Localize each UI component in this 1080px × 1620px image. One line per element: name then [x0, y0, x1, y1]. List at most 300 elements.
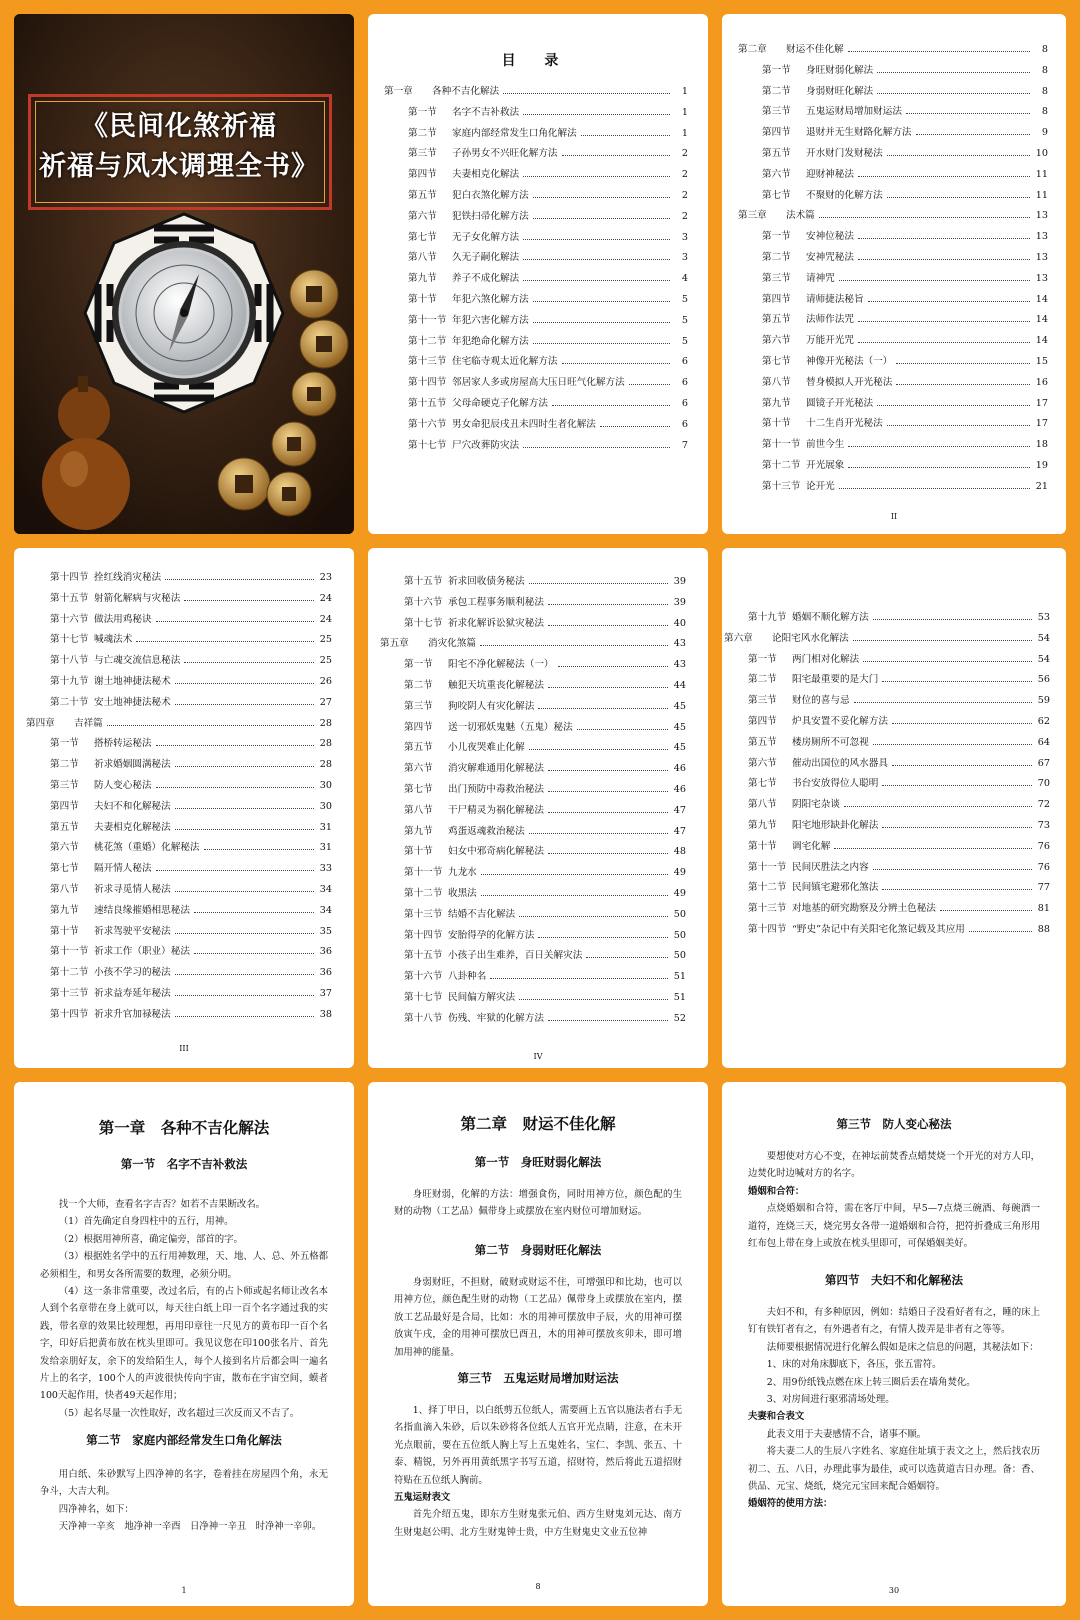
toc-entry-number: 第二节	[762, 85, 791, 97]
toc-section-row	[380, 884, 686, 905]
toc-entry-title: 替身模拟人开光秘法	[806, 376, 893, 388]
toc-entry-number: 第二节	[50, 759, 79, 771]
toc-entry-page: 17	[1035, 418, 1048, 430]
toc-entry-number: 第四节	[762, 127, 791, 139]
toc-leader-dots	[858, 251, 1030, 260]
toc-entry-title: 犯铁扫帚化解方法	[452, 210, 529, 222]
toc-entry-page: 76	[1037, 840, 1050, 852]
toc-section-row	[724, 670, 1050, 691]
toc-entry-number: 第一节	[748, 653, 777, 665]
toc-leader-dots	[896, 376, 1030, 385]
toc-entry-number: 第十四节	[748, 923, 787, 935]
toc-entry-page: 1	[681, 127, 688, 139]
toc-entry-title: 妇女中邪奇病化解秘法	[448, 846, 544, 858]
toc-entry-page: 14	[1035, 293, 1048, 305]
toc-leader-dots	[204, 841, 314, 850]
toc-page-5	[722, 548, 1066, 1068]
toc-page-2	[722, 14, 1066, 534]
toc-entry-number: 第三节	[50, 779, 79, 791]
toc-leader-dots	[156, 862, 314, 871]
toc-entry-number: 第六节	[408, 210, 437, 222]
section-heading: 第一节 名字不吉补救法	[120, 1157, 248, 1171]
toc-leader-dots	[896, 355, 1030, 364]
toc-list	[368, 50, 708, 456]
toc-entry-number: 第六节	[748, 757, 777, 769]
toc-entry-title: 搭桥转运秘法	[94, 738, 152, 750]
section-body	[394, 1402, 682, 1541]
toc-section-row	[380, 1009, 686, 1030]
toc-section-row	[738, 290, 1048, 311]
toc-leader-dots	[839, 480, 1030, 489]
toc-leader-dots	[184, 592, 314, 601]
toc-leader-dots	[533, 314, 670, 323]
toc-entry-number: 第三节	[408, 148, 437, 160]
toc-section-row	[738, 123, 1048, 144]
toc-leader-dots	[156, 737, 314, 746]
toc-list	[722, 40, 1066, 498]
toc-section-row	[738, 165, 1048, 186]
toc-entry-number: 第十节	[762, 418, 791, 430]
toc-entry-number: 第一节	[50, 738, 79, 750]
toc-section-row	[26, 693, 332, 714]
toc-section-row	[26, 901, 332, 922]
cover-illustration	[14, 14, 354, 534]
toc-entry-title: 两门相对化解法	[792, 653, 860, 665]
toc-entry-title: 神像开光秘法（一）	[806, 355, 893, 367]
toc-leader-dots	[175, 758, 314, 767]
toc-section-row	[384, 269, 688, 290]
cover-title-line-2: 祈福与风水调理全书》	[39, 151, 319, 182]
toc-entry-page: 30	[319, 800, 332, 812]
toc-section-row	[26, 630, 332, 651]
toc-section-row	[26, 589, 332, 610]
toc-entry-title: 防人变心秘法	[94, 779, 152, 791]
toc-entry-number: 第四章	[26, 717, 55, 729]
toc-list	[722, 608, 1066, 941]
toc-entry-number: 第二节	[404, 679, 433, 691]
list-item: 1、床的对角床脚底下，各压，张五雷符。	[766, 1359, 942, 1371]
toc-entry-page: 25	[319, 634, 332, 646]
paragraph: 1、择丁甲日，以白纸剪五位纸人，需要画上五官以施法者右手无名指血滴入朱砂，后以朱砂将各位纸人五官开光点睛，注意，在未开光点眼前，要在五位纸人胸上写上五鬼姓名，宝仁、李凯、张五、十泰、精锐，另外再用黄纸黑字书写五道，招财符，然后将此五道招财符贴在五位纸人胸前。	[394, 1405, 682, 1486]
toc-section-row	[26, 672, 332, 693]
toc-entry-page: 31	[319, 821, 332, 833]
toc-section-row	[738, 414, 1048, 435]
toc-entry-page: 47	[673, 804, 686, 816]
toc-entry-page: 23	[319, 572, 332, 583]
toc-section-row	[384, 332, 688, 353]
toc-section-row	[26, 963, 332, 984]
toc-section-row	[26, 734, 332, 755]
toc-entry-page: 36	[319, 967, 332, 979]
toc-entry-page: 24	[319, 613, 332, 625]
toc-section-row	[380, 967, 686, 988]
toc-entry-number: 第十六节	[50, 613, 89, 625]
page-number: 30	[888, 1586, 900, 1595]
toc-entry-number: 第十四节	[50, 572, 89, 583]
toc-leader-dots	[873, 611, 1032, 620]
paragraph: 将夫妻二人的生辰八字姓名、家庭住址填于表文之上，然后找农历初二、五、八日，办理此事为最佳，或可以选黄道吉日办理。备：香、供品、元宝、烧纸，烧完元宝回来配合婚姻符。	[748, 1446, 1040, 1493]
toc-entry-title: 阳宅最重要的是大门	[792, 674, 879, 686]
toc-entry-number: 第二章	[738, 44, 767, 55]
toc-entry-title: 财运不佳化解	[786, 44, 844, 55]
toc-entry-number: 第六节	[762, 335, 791, 347]
toc-entry-page: 64	[1037, 736, 1050, 748]
toc-leader-dots	[839, 272, 1030, 281]
toc-entry-page: 50	[673, 908, 686, 920]
paragraph: 天净神一辛亥 地净神一辛酉 日净神一辛丑 时净神一辛卯。	[58, 1521, 322, 1533]
toc-entry-title: 子孙男女不兴旺化解方法	[452, 148, 558, 160]
toc-section-row	[724, 858, 1050, 879]
toc-section-row	[380, 863, 686, 884]
toc-entry-title: 炉具安置不妥化解方法	[792, 715, 888, 727]
toc-entry-number: 第十二节	[404, 887, 443, 899]
toc-section-row	[26, 818, 332, 839]
toc-entry-title: 开光展象	[806, 459, 845, 471]
toc-entry-page: 76	[1037, 861, 1050, 873]
toc-entry-title: 鸡蛋返魂救治秘法	[448, 825, 525, 837]
toc-leader-dots	[529, 575, 668, 584]
toc-leader-dots	[523, 251, 670, 260]
toc-entry-page: 11	[1035, 189, 1048, 201]
toc-section-row	[26, 568, 332, 589]
paragraph: 找一个大师，查看名字吉否？如若不吉果断改名。	[58, 1199, 266, 1210]
toc-entry-title: 财位的喜与忌	[792, 695, 850, 707]
paragraph: 用白纸、朱砂默写上四净神的名字，卷着挂在房屋四个角，永无争斗，大吉大利。	[40, 1469, 328, 1498]
toc-entry-page: 50	[673, 950, 686, 962]
toc-entry-number: 第十一节	[404, 867, 443, 879]
toc-leader-dots	[548, 845, 668, 854]
toc-leader-dots	[873, 736, 1032, 745]
toc-entry-page: 51	[673, 991, 686, 1003]
toc-entry-page: 13	[1035, 251, 1048, 263]
toc-title: 目 录	[501, 53, 571, 69]
toc-leader-dots	[523, 168, 670, 177]
toc-entry-number: 第一节	[408, 106, 437, 118]
toc-entry-number: 第十二节	[50, 967, 89, 979]
toc-entry-number: 第十三节	[404, 908, 443, 920]
toc-entry-title: 名字不吉补救法	[452, 106, 520, 118]
toc-entry-number: 第十七节	[404, 991, 443, 1003]
toc-section-row	[380, 697, 686, 718]
toc-entry-number: 第十八节	[50, 655, 89, 667]
toc-entry-number: 第十一节	[50, 946, 89, 958]
toc-leader-dots	[194, 904, 314, 913]
toc-entry-page: 13	[1035, 231, 1048, 243]
toc-leader-dots	[519, 908, 668, 917]
toc-entry-number: 第九节	[404, 825, 433, 837]
toc-section-row	[738, 82, 1048, 103]
section-body	[40, 1196, 328, 1422]
toc-section-row	[384, 394, 688, 415]
toc-entry-title: 开水财门发财秘法	[806, 147, 883, 159]
toc-section-row	[380, 655, 686, 676]
toc-leader-dots	[854, 694, 1032, 703]
toc-entry-title: 不聚财的化解方法	[806, 189, 883, 201]
toc-entry-number: 第四节	[762, 293, 791, 305]
toc-entry-page: 49	[673, 867, 686, 879]
toc-entry-number: 第五章	[380, 638, 409, 650]
toc-entry-title: 家庭内部经常发生口角化解法	[452, 127, 577, 139]
toc-entry-title: 久无子嗣化解法	[452, 252, 520, 264]
toc-entry-title: 民间厌胜法之内容	[792, 861, 869, 873]
toc-entry-page: 5	[681, 335, 688, 347]
toc-entry-number: 第三章	[738, 210, 767, 222]
toc-leader-dots	[577, 721, 668, 730]
toc-entry-number: 第一节	[762, 231, 791, 243]
toc-leader-dots	[523, 106, 670, 115]
content-page-1	[14, 1082, 354, 1606]
toc-entry-title: 祈求升官加禄秘法	[94, 1008, 171, 1020]
toc-section-row	[724, 816, 1050, 837]
toc-leader-dots	[858, 334, 1030, 343]
toc-entry-page: 2	[681, 189, 688, 201]
toc-entry-number: 第十七节	[50, 634, 89, 646]
toc-entry-title: 吉祥篇	[74, 717, 103, 729]
toc-entry-title: 夫妻相克化解秘法	[94, 821, 171, 833]
toc-entry-number: 第十三节	[50, 987, 89, 999]
toc-leader-dots	[882, 881, 1032, 890]
toc-entry-page: 6	[681, 356, 688, 368]
toc-entry-number: 第一章	[384, 86, 413, 97]
toc-entry-page: 1	[681, 106, 688, 118]
toc-entry-page: 13	[1035, 210, 1048, 222]
toc-section-row	[384, 165, 688, 186]
toc-entry-title: 调宅化解	[792, 840, 831, 852]
toc-entry-number: 第六节	[404, 763, 433, 775]
toc-entry-number: 第六节	[50, 842, 79, 854]
section-body	[394, 1274, 682, 1361]
toc-entry-number: 第九节	[762, 397, 791, 409]
toc-section-row	[380, 759, 686, 780]
toc-entry-title: 年犯六煞化解方法	[452, 293, 529, 305]
toc-entry-title: 小儿夜哭难止化解	[448, 742, 525, 754]
toc-list	[14, 568, 354, 1026]
toc-leader-dots	[600, 418, 670, 427]
toc-entry-title: 安神位秘法	[806, 231, 854, 243]
toc-leader-dots	[480, 637, 668, 646]
toc-section-row	[384, 103, 688, 124]
section-heading: 第二节 家庭内部经常发生口角化解法	[86, 1433, 282, 1447]
toc-section-row	[724, 650, 1050, 671]
toc-section-row	[724, 920, 1050, 941]
toc-entry-title: 身弱财旺化解法	[806, 85, 874, 97]
toc-entry-page: 5	[681, 293, 688, 305]
toc-entry-title: 阳宅地形缺卦化解法	[792, 819, 879, 831]
toc-chapter-row	[384, 82, 688, 103]
toc-entry-title: 十二生肖开光秘法	[806, 418, 883, 430]
toc-section-row	[738, 102, 1048, 123]
toc-leader-dots	[877, 397, 1030, 406]
toc-leader-dots	[877, 64, 1030, 73]
toc-leader-dots	[882, 673, 1032, 682]
toc-entry-title: 安土地神捷法秘术	[94, 696, 171, 708]
toc-entry-number: 第七节	[50, 863, 79, 875]
toc-section-row	[724, 774, 1050, 795]
toc-entry-title: 祈求寻觅情人秘法	[94, 883, 171, 895]
toc-entry-title: 前世今生	[806, 439, 845, 451]
toc-entry-title: 论阳宅风水化解法	[772, 632, 849, 644]
toc-entry-title: 犯白衣煞化解方法	[452, 189, 529, 201]
toc-section-row	[738, 352, 1048, 373]
toc-entry-title: 父母命硬克子化解方法	[452, 397, 548, 409]
toc-entry-page: 2	[681, 210, 688, 222]
toc-leader-dots	[481, 887, 668, 896]
toc-entry-title: 退财并无生财路化解方法	[806, 127, 912, 139]
toc-entry-page: 14	[1035, 314, 1048, 326]
toc-section-row	[380, 988, 686, 1009]
toc-entry-page: 39	[673, 576, 686, 587]
toc-entry-title: 小孩子出生难养，百日关解灾法	[448, 950, 583, 962]
toc-entry-title: 年犯六害化解方法	[452, 314, 529, 326]
toc-entry-page: 2	[681, 148, 688, 160]
toc-page-4	[368, 548, 708, 1068]
toc-entry-title: 结婚不吉化解法	[448, 908, 516, 920]
toc-leader-dots	[165, 571, 314, 580]
toc-entry-number: 第十四节	[404, 929, 443, 941]
toc-leader-dots	[887, 417, 1030, 426]
toc-section-row	[26, 1005, 332, 1026]
toc-entry-number: 第十三节	[408, 356, 447, 368]
toc-leader-dots	[844, 798, 1032, 807]
paragraph: 点烧婚姻和合符，需在客厅中间，早5—7点烧三碗酒、每碗酒一道符，连烧三天，烧完男女各带一道婚姻和合符，把符折叠成三角形用红布包上带在身上或放在枕头里即可，可保婚姻美好。	[748, 1203, 1040, 1250]
toc-section-row	[384, 248, 688, 269]
toc-leader-dots	[834, 840, 1032, 849]
toc-entry-number: 第十五节	[404, 950, 443, 962]
toc-section-row	[26, 838, 332, 859]
toc-section-row	[738, 373, 1048, 394]
toc-entry-page: 59	[1037, 695, 1050, 707]
toc-section-row	[26, 755, 332, 776]
toc-entry-title: 阴阳宅杂谈	[792, 799, 840, 811]
subheading: 婚姻符的使用方法：	[748, 1498, 833, 1510]
toc-entry-title: 干尸精灵为祸化解秘法	[448, 804, 544, 816]
toc-entry-title: 阳宅不净化解秘法（一）	[448, 659, 554, 671]
toc-entry-page: 52	[673, 1012, 686, 1024]
toc-entry-page: 35	[319, 925, 332, 937]
toc-entry-page: 13	[1035, 272, 1048, 284]
toc-entry-number: 第十九节	[748, 612, 787, 623]
toc-section-row	[26, 797, 332, 818]
toc-entry-number: 第十七节	[408, 439, 447, 451]
compass-icon	[120, 249, 248, 377]
toc-entry-title: 无子女化解方法	[452, 231, 520, 243]
toc-entry-number: 第二节	[748, 674, 777, 686]
section-heading: 第三节 防人变心秘法	[836, 1117, 952, 1131]
toc-leader-dots	[175, 800, 314, 809]
toc-entry-number: 第四节	[404, 721, 433, 733]
toc-leader-dots	[175, 1008, 314, 1017]
toc-entry-title: 与亡魂交流信息秘法	[94, 655, 181, 667]
toc-entry-page: 17	[1035, 397, 1048, 409]
toc-leader-dots	[175, 675, 314, 684]
toc-entry-number: 第八节	[408, 252, 437, 264]
toc-entry-number: 第三节	[748, 695, 777, 707]
toc-leader-dots	[533, 293, 670, 302]
list-item: 3、对房间进行驱邪清场处理。	[766, 1394, 895, 1406]
toc-entry-number: 第九节	[408, 273, 437, 285]
content-page-8	[368, 1082, 708, 1606]
toc-entry-number: 第五节	[748, 736, 777, 748]
chapter-heading: 第一章 各种不吉化解法	[98, 1118, 270, 1137]
toc-section-row	[738, 394, 1048, 415]
toc-leader-dots	[194, 945, 314, 954]
toc-entry-title: 法师作法咒	[806, 314, 854, 326]
toc-leader-dots	[538, 700, 668, 709]
toc-chapter-row	[738, 206, 1048, 227]
toc-section-row	[384, 124, 688, 145]
toc-leader-dots	[892, 715, 1032, 724]
list-item: （1）首先确定自身四柱中的五行，用神。	[58, 1216, 234, 1228]
toc-entry-title: 小孩不学习的秘法	[94, 967, 171, 979]
toc-entry-number: 第一节	[762, 64, 791, 76]
toc-entry-number: 第十一节	[748, 861, 787, 873]
toc-entry-number: 第七节	[762, 355, 791, 367]
toc-entry-page: 37	[319, 987, 332, 999]
toc-leader-dots	[175, 821, 314, 830]
toc-section-row	[384, 186, 688, 207]
toc-entry-number: 第十一节	[762, 439, 801, 451]
toc-leader-dots	[548, 783, 668, 792]
paragraph: 首先介绍五鬼，即东方生财鬼张元伯、西方生财鬼刘元达、南方生财鬼赵公明、北方生财鬼钟士贵，中方生财鬼史文业五位神	[394, 1509, 682, 1538]
toc-section-row	[26, 651, 332, 672]
page-number: II	[890, 512, 898, 521]
toc-entry-title: 做法用鸡秘诀	[94, 613, 152, 625]
toc-section-row	[738, 269, 1048, 290]
toc-section-row	[384, 415, 688, 436]
toc-section-row	[724, 795, 1050, 816]
toc-entry-title: 狗咬阴人有灾化解法	[448, 700, 535, 712]
toc-entry-title: 消灾解难通用化解秘法	[448, 763, 544, 775]
toc-entry-number: 第七节	[748, 778, 777, 790]
toc-leader-dots	[175, 696, 314, 705]
toc-section-row	[380, 614, 686, 635]
toc-entry-page: 40	[673, 617, 686, 629]
section-heading: 第二节 身弱财旺化解法	[474, 1243, 602, 1257]
toc-entry-title: 祈求回收债务秘法	[448, 576, 525, 587]
toc-entry-number: 第十五节	[50, 592, 89, 604]
toc-leader-dots	[887, 189, 1030, 198]
toc-entry-page: 14	[1035, 335, 1048, 347]
toc-section-row	[724, 608, 1050, 629]
toc-entry-title: 祈求工作（职业）秘法	[94, 946, 190, 958]
toc-entry-title: 消灾化煞篇	[428, 638, 476, 650]
paragraph: 夫妇不和，有多种原因，例如：结婚日子没看好者有之，睡的床上钉有铁钉者有之，有外遇者有之，有情人拨弄是非者有之等等。	[748, 1307, 1040, 1336]
toc-leader-dots	[490, 970, 668, 979]
toc-leader-dots	[548, 804, 668, 813]
paragraph: 法师要根据情况进行化解么假如是床之信息的问题，其秘法如下：	[766, 1341, 1039, 1353]
toc-entry-title: 论开光	[806, 480, 835, 492]
toc-entry-number: 第五节	[762, 314, 791, 326]
paragraph: 身弱财旺，不担财，破财或财运不住，可增强印和比劫，也可以用神方位，颜色配生财的动物（工艺品）佩带身上或摆放在室内，摆放工艺品最好是合局，比如：水的用神可摆放申子辰，火的用神可摆放寅午戌，金的用神可摆放巳酉丑，木的用神可摆放亥卯未，即可增加用神的能量。	[394, 1277, 682, 1358]
toc-entry-title: 祈求驾驶平安秘法	[94, 925, 171, 937]
toc-leader-dots	[503, 85, 670, 94]
toc-entry-page: 5	[681, 314, 688, 326]
toc-section-row	[384, 373, 688, 394]
toc-entry-page: 10	[1035, 147, 1048, 159]
toc-entry-page: 25	[319, 655, 332, 667]
toc-leader-dots	[873, 861, 1032, 870]
toc-entry-title: 各种不吉化解法	[432, 86, 500, 97]
toc-entry-number: 第十二节	[748, 882, 787, 894]
toc-section-row	[738, 61, 1048, 82]
toc-entry-title: 书台安放得位人聪明	[792, 778, 879, 790]
toc-entry-title: 男女命犯辰戌丑未四时生者化解法	[452, 418, 596, 430]
toc-leader-dots	[877, 85, 1030, 94]
toc-entry-title: 隔开情人秘法	[94, 863, 152, 875]
toc-entry-title: 承包工程事务顺利秘法	[448, 596, 544, 608]
toc-section-row	[380, 946, 686, 967]
toc-entry-title: 八卦种名	[448, 971, 487, 983]
